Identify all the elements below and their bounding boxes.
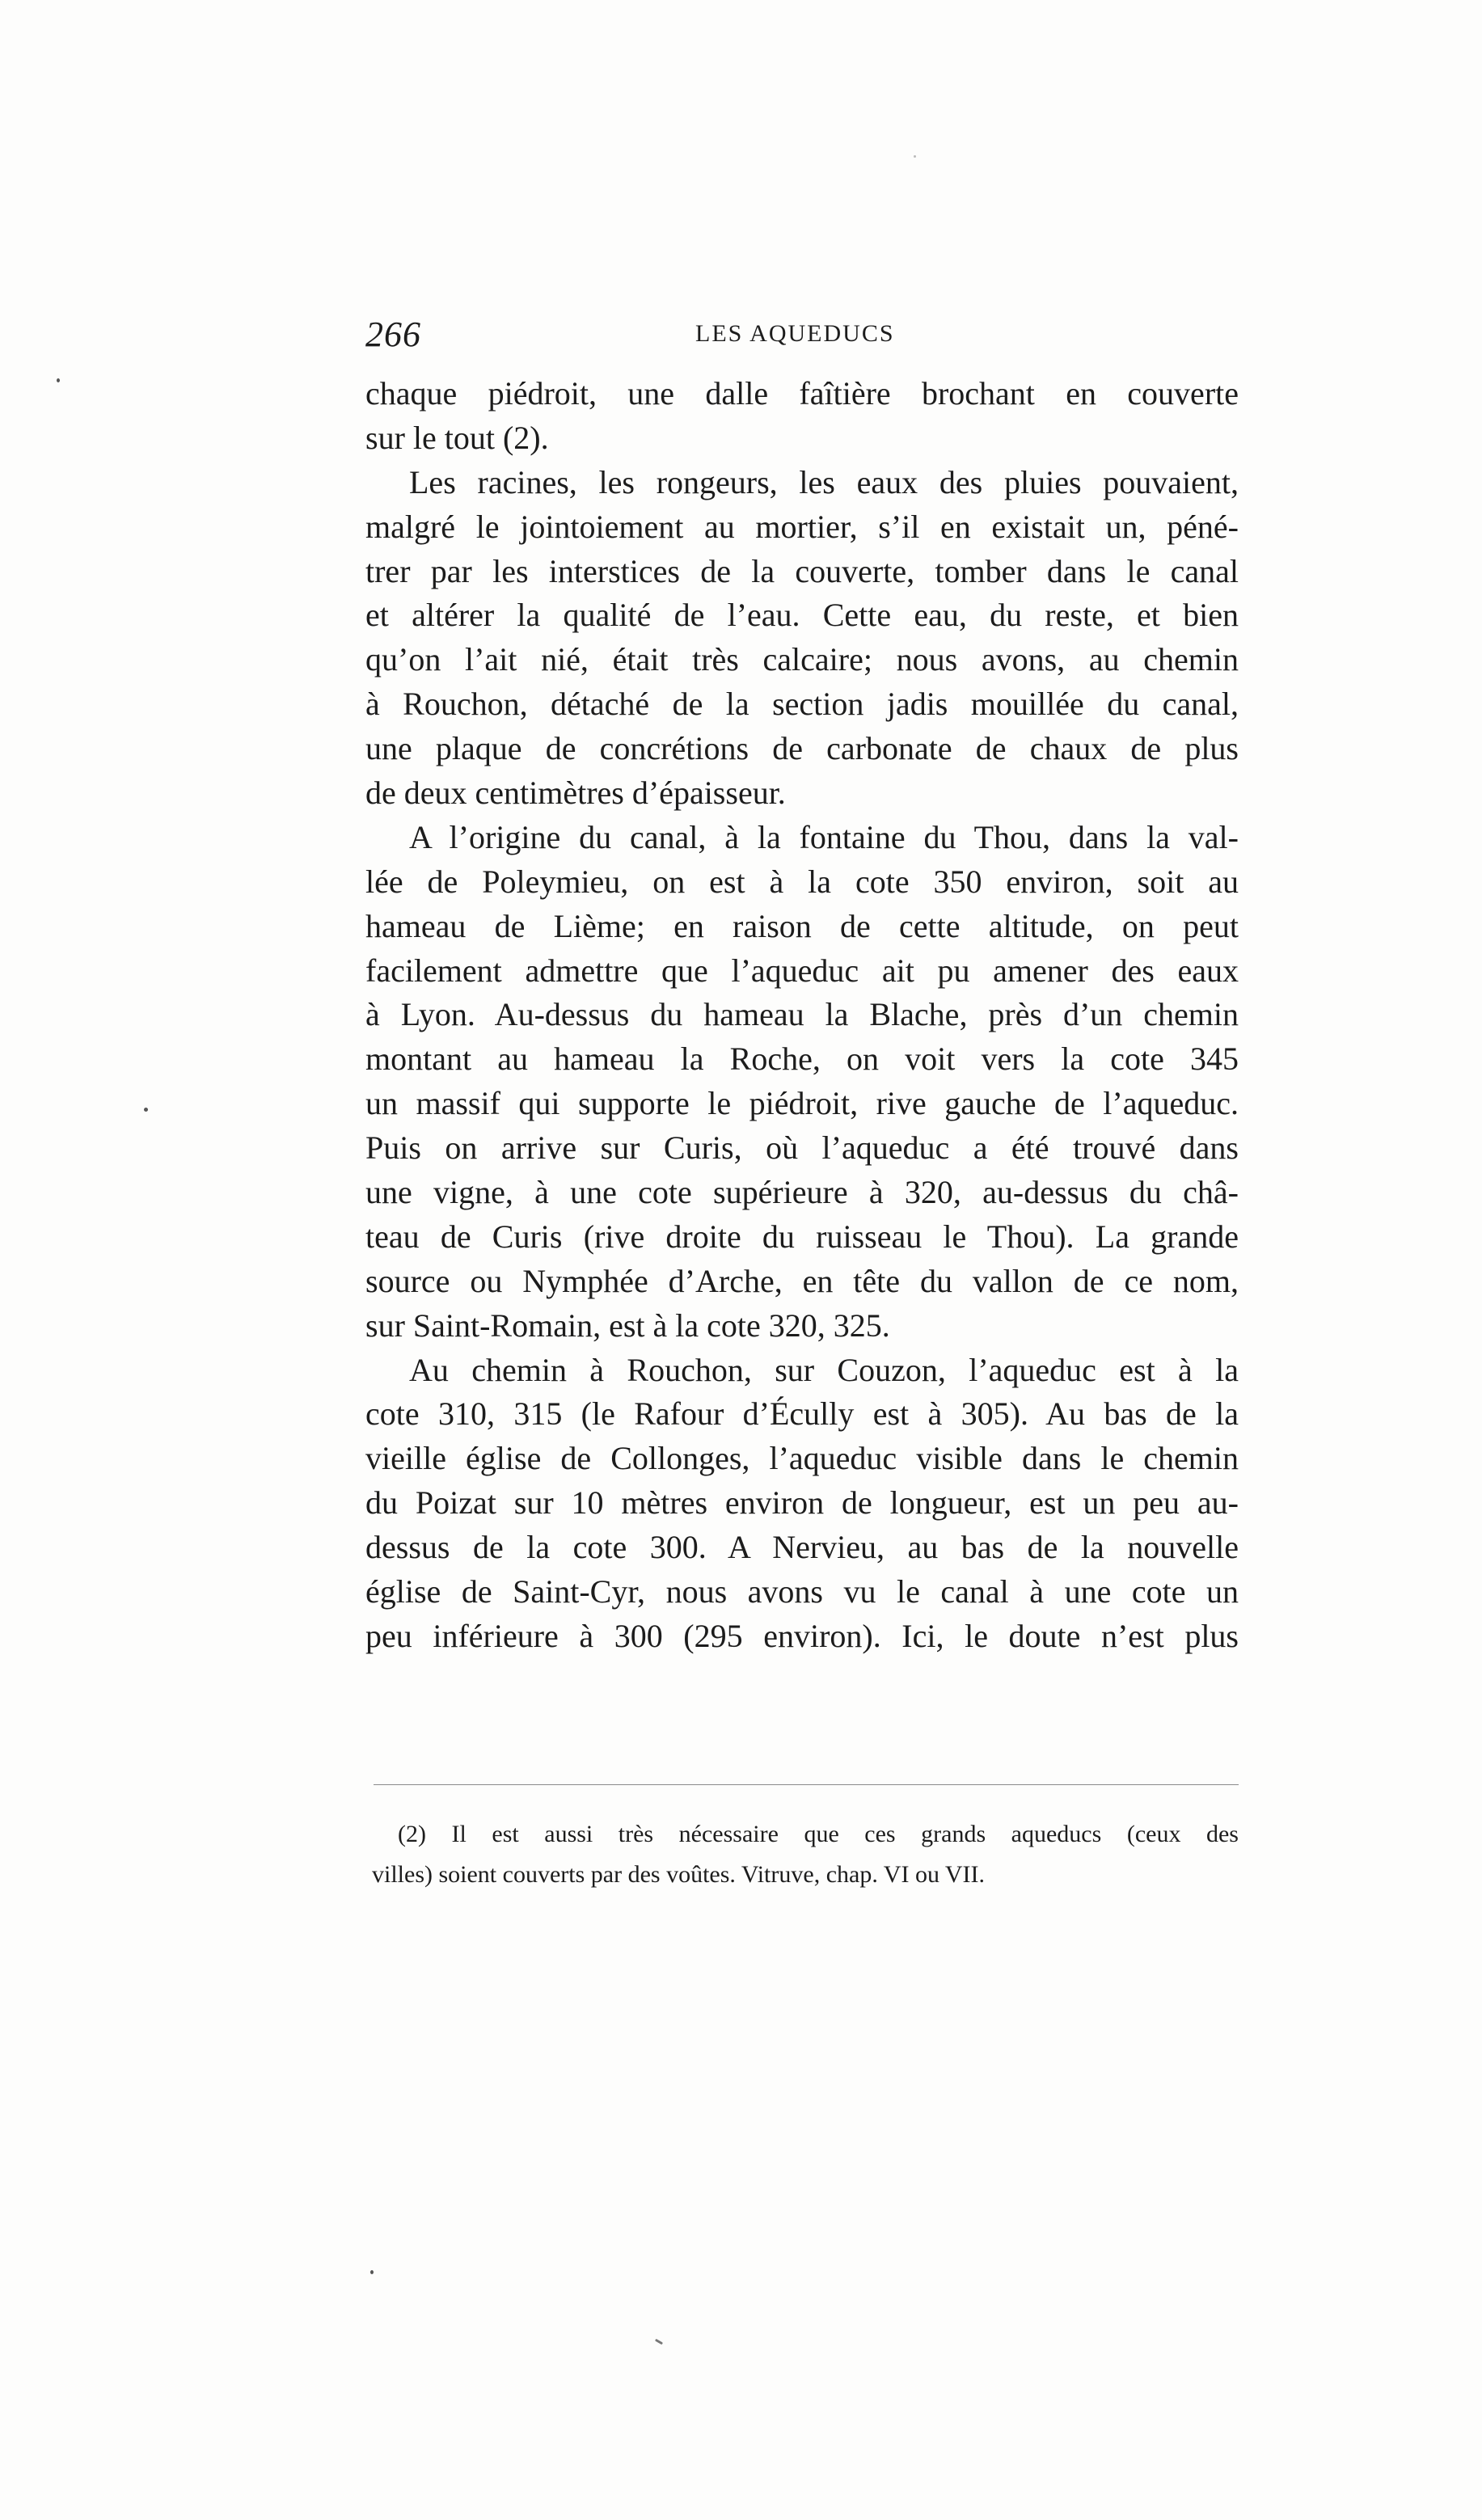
text-line: de deux centimètres d’épaisseur.: [365, 775, 786, 812]
footnote-rule: [374, 1784, 1239, 1785]
scan-speck: [655, 2339, 663, 2345]
text-line: une plaque de concrétions de carbonate de chaux de plus: [365, 730, 1239, 767]
text-line: malgré le jointoiement au mortier, s’il en existait un, péné-: [365, 508, 1239, 545]
footnote-line: (2) Il est aussi très nécessaire que ces grands aqueducs (ceux des: [398, 1821, 1239, 1847]
text-line: hameau de Lième; en raison de cette altitude, on peut: [365, 907, 1239, 944]
text-line: Les racines, les rongeurs, les eaux des pluies pouvaient,: [409, 463, 1239, 500]
body-text: [365, 372, 1239, 1659]
text-line: sur le tout (2).: [365, 419, 549, 456]
text-line: un massif qui supporte le piédroit, rive gauche de l’aqueduc.: [365, 1085, 1239, 1122]
running-title: LES AQUEDUCS: [695, 320, 895, 347]
text-line: cote 310, 315 (le Rafour d’Écully est à 305). Au bas de la: [365, 1395, 1239, 1433]
text-line: sur Saint-Romain, est à la cote 320, 325.: [365, 1306, 890, 1344]
footnote-line: villes) soient couverts par des voûtes. Vitruve, chap. VI ou VII.: [372, 1861, 986, 1888]
text-line: lée de Poleymieu, on est à la cote 350 environ, soit au: [365, 863, 1239, 900]
text-line: du Poizat sur 10 mètres environ de longueur, est un peu au-: [365, 1484, 1239, 1522]
text-line: à Rouchon, détaché de la section jadis mouillée du canal,: [365, 686, 1239, 723]
text-line: église de Saint-Cyr, nous avons vu le canal à une cote un: [365, 1573, 1239, 1610]
scan-speck: [57, 378, 60, 382]
text-line: à Lyon. Au-dessus du hameau la Blache, près d’un chemin: [365, 996, 1239, 1033]
text-line: montant au hameau la Roche, on voit vers la cote 345: [365, 1041, 1239, 1078]
text-line: trer par les interstices de la couverte, tomber dans le canal: [365, 552, 1239, 589]
scan-speck: [144, 1108, 148, 1112]
text-line: Au chemin à Rouchon, sur Couzon, l’aqueduc est à la: [409, 1351, 1239, 1388]
text-line: vieille église de Collonges, l’aqueduc visible dans le chemin: [365, 1440, 1239, 1477]
text-line: qu’on l’ait nié, était très calcaire; nous avons, au chemin: [365, 641, 1239, 678]
text-line: chaque piédroit, une dalle faîtière brochant en couverte: [365, 375, 1239, 412]
page-number: 266: [365, 314, 421, 354]
text-line: A l’origine du canal, à la fontaine du Thou, dans la val-: [409, 818, 1239, 855]
text-line: source ou Nymphée d’Arche, en tête du vallon de ce nom,: [365, 1262, 1239, 1299]
footnote: [372, 1814, 1239, 1895]
text-line: une vigne, à une cote supérieure à 320, au-dessus du châ-: [365, 1174, 1239, 1211]
text-line: facilement admettre que l’aqueduc ait pu amener des eaux: [365, 952, 1239, 989]
scan-speck: [914, 155, 916, 158]
text-line: dessus de la cote 300. A Nervieu, au bas de la nouvelle: [365, 1529, 1239, 1566]
running-head: [365, 314, 1239, 362]
text-line: teau de Curis (rive droite du ruisseau le Thou). La grande: [365, 1218, 1239, 1255]
text-line: et altérer la qualité de l’eau. Cette eau, du reste, et bien: [365, 597, 1239, 634]
text-line: peu inférieure à 300 (295 environ). Ici, le doute n’est plus: [365, 1617, 1239, 1654]
text-line: Puis on arrive sur Curis, où l’aqueduc a été trouvé dans: [365, 1129, 1239, 1167]
scan-speck: [370, 2270, 374, 2274]
